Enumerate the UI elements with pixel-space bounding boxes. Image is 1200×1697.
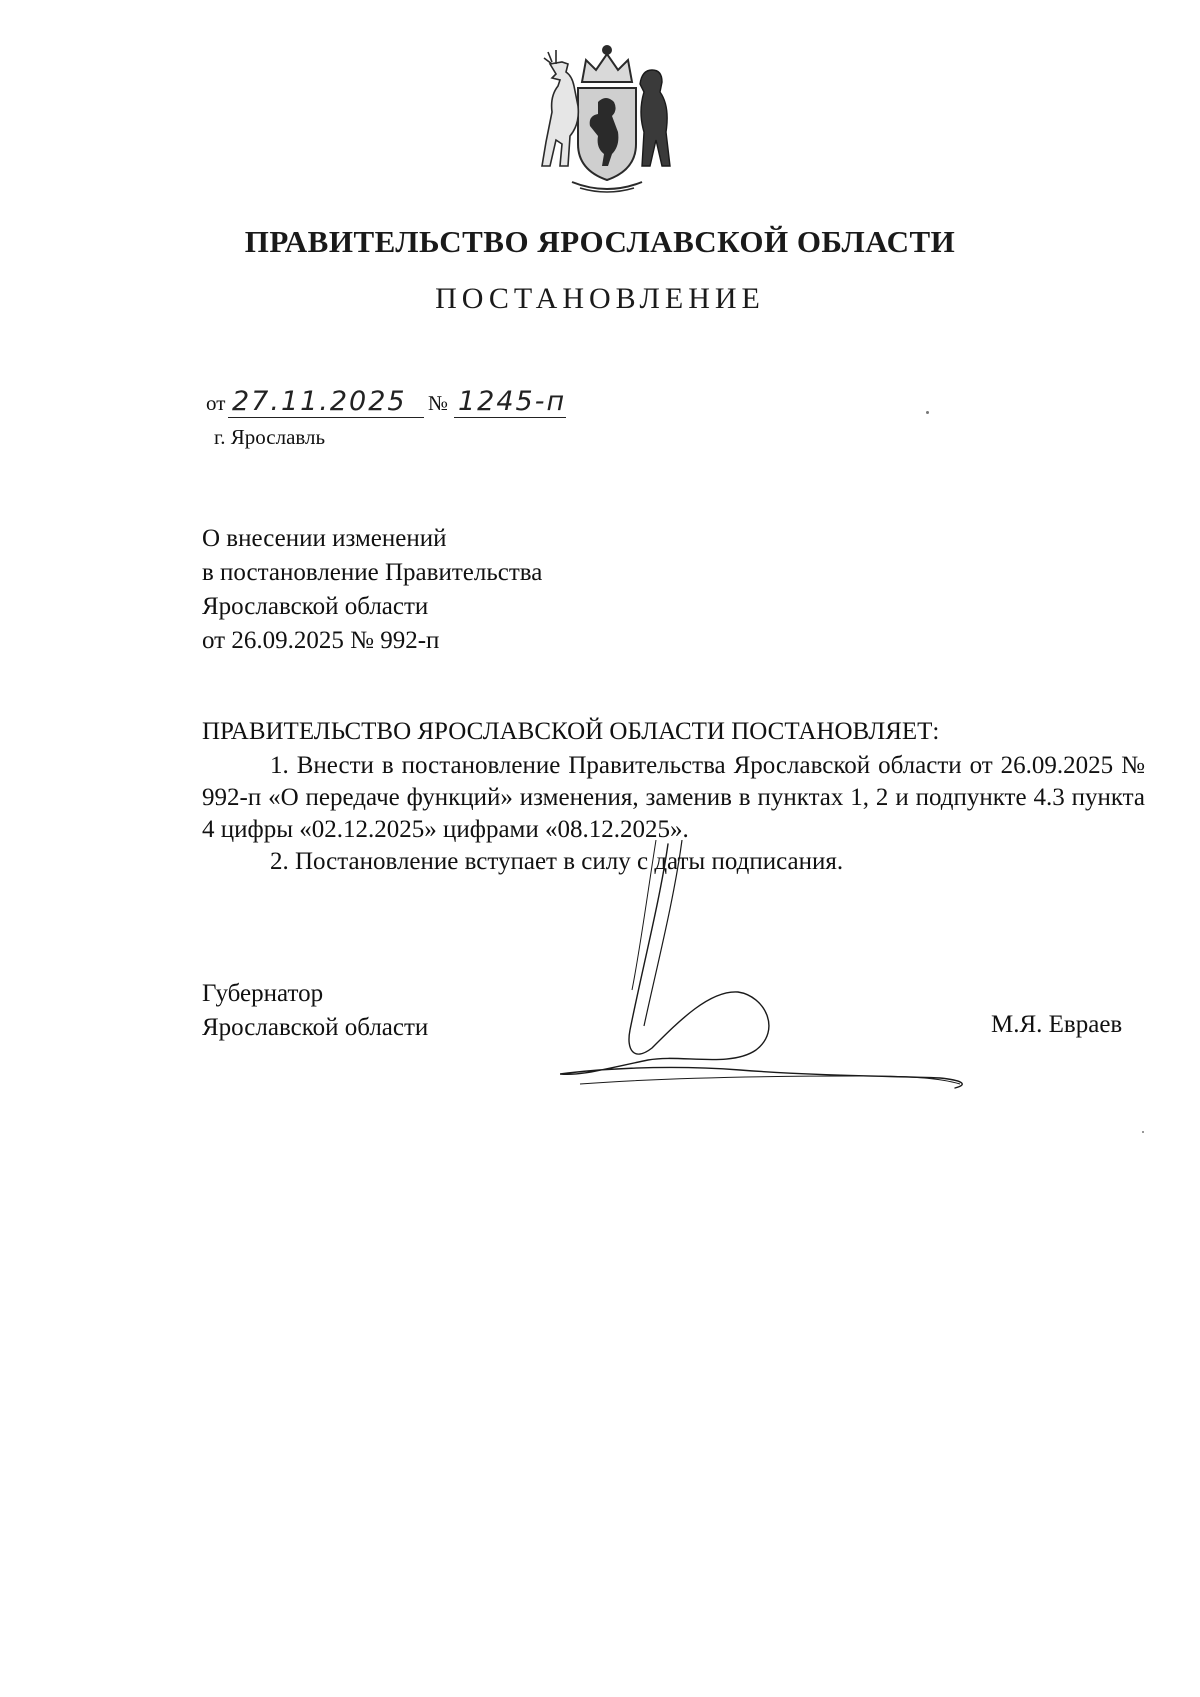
subject-line: от 26.09.2025 № 992-п (202, 627, 440, 654)
date-prefix: от (206, 391, 226, 415)
handwritten-signature (560, 840, 1060, 1140)
decree-paragraph: 2. Постановление вступает в силу с даты подписания. (270, 848, 844, 875)
subject-line: О внесении изменений (202, 525, 447, 552)
number-prefix: № (428, 391, 449, 415)
decree-paragraph: 1. Внести в постановление Правительства Ярославской области от 26.09.2025 № 992-п «О передаче функций» изменения, заменив в пунктах 1, 2 и подпункте 4.3 пункта 4 цифры «02.12.2025» цифрами «08.12.2025». (202, 752, 1145, 843)
signatory-name: М.Я. Евраев (991, 1011, 1123, 1038)
number-handwritten: 1245-п (458, 386, 567, 417)
organization-title: ПРАВИТЕЛЬСТВО ЯРОСЛАВСКОЙ ОБЛАСТИ (244, 224, 956, 259)
subject-line: в постановление Правительства (202, 559, 543, 586)
subject-line: Ярославской области (202, 593, 429, 620)
subject-block (202, 522, 542, 658)
registration-line (206, 386, 606, 422)
signatory-position-line: Ярославской области (202, 1014, 429, 1041)
signatory-position-line: Губернатор (202, 980, 324, 1007)
city-label: г. Ярославль (214, 425, 326, 449)
scan-speck (926, 411, 929, 414)
date-underline (228, 417, 424, 418)
document-type-title: ПОСТАНОВЛЕНИЕ (435, 282, 765, 315)
scan-speck (1142, 1131, 1144, 1133)
decree-heading: ПРАВИТЕЛЬСТВО ЯРОСЛАВСКОЙ ОБЛАСТИ ПОСТАНОВЛЯЕТ: (202, 718, 940, 745)
signatory-position (202, 977, 428, 1045)
coat-of-arms-emblem (536, 44, 678, 194)
date-handwritten: 27.11.2025 (232, 386, 407, 417)
number-underline (454, 417, 566, 418)
